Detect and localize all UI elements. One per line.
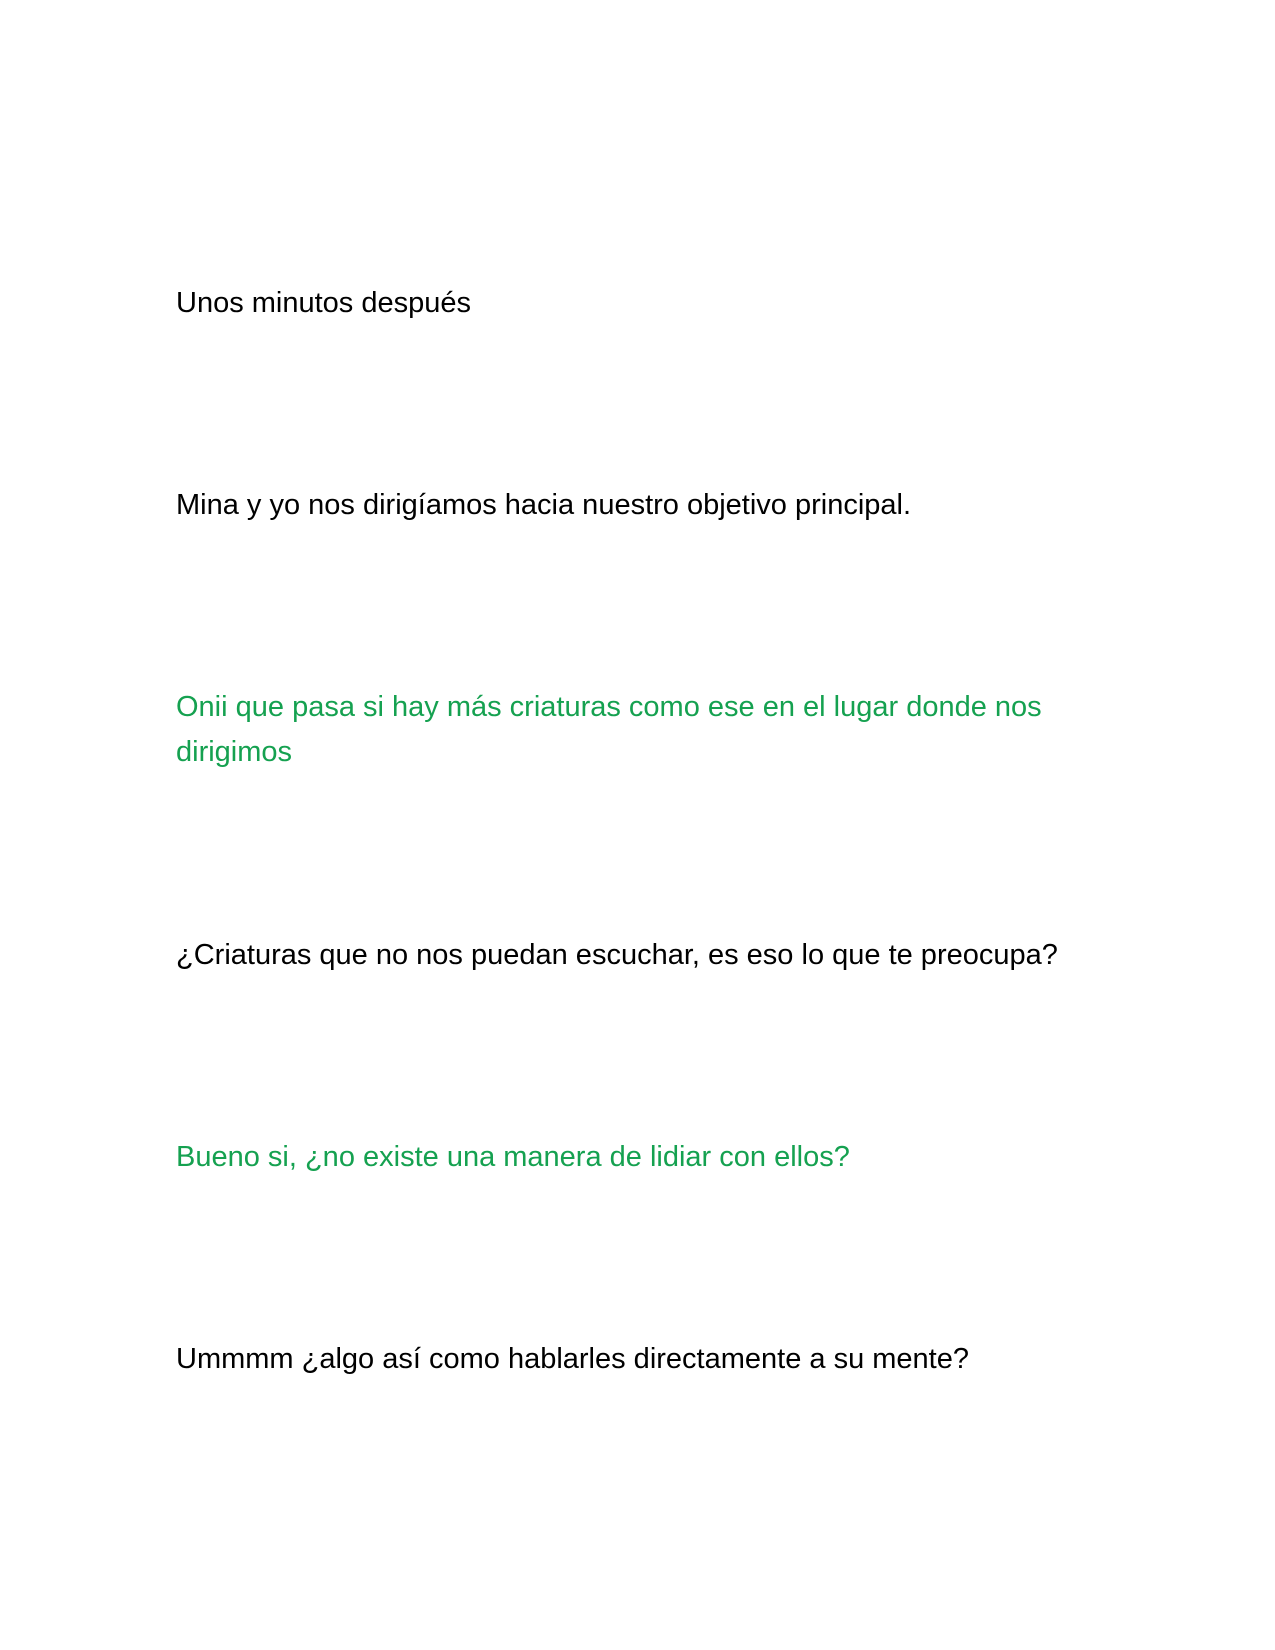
paragraph-dialogue-black-1: ¿Criaturas que no nos puedan escuchar, es eso lo que te preocupa?: [176, 939, 1058, 971]
paragraph-narration-2: Mina y yo nos dirigíamos hacia nuestro objetivo principal.: [176, 489, 912, 521]
paragraph-narration-1: Unos minutos después: [176, 287, 471, 319]
paragraph-dialogue-green-2: Bueno si, ¿no existe una manera de lidiar con ellos?: [176, 1141, 850, 1173]
paragraph-dialogue-green-1: Onii que pasa si hay más criaturas como ese en el lugar donde nos dirigimos: [176, 691, 1042, 768]
paragraph-dialogue-black-2: Ummmm ¿algo así como hablarles directamente a su mente?: [176, 1343, 969, 1375]
